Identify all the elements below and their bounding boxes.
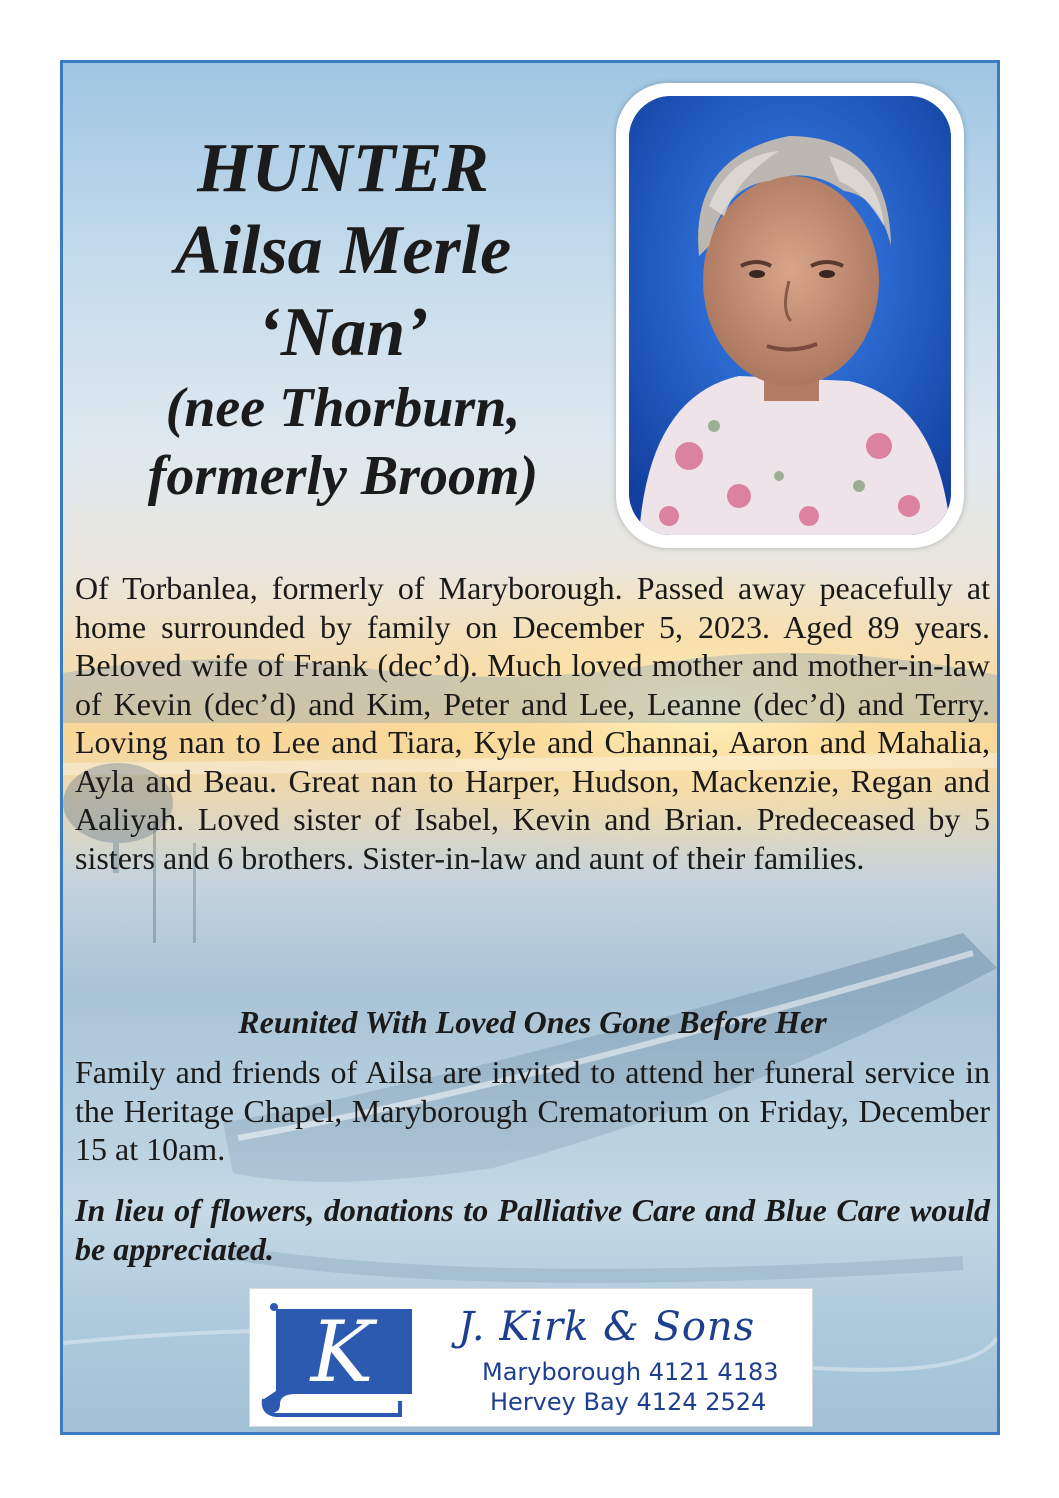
nickname: ‘Nan’ — [257, 294, 429, 371]
given-names: Ailsa Merle — [174, 212, 512, 289]
monogram-emblem — [250, 1289, 430, 1426]
portrait-frame — [616, 83, 964, 548]
former-name: formerly Broom) — [147, 445, 539, 507]
funeral-director-logo — [249, 1288, 813, 1427]
maiden-name: (nee Thorburn, — [165, 377, 521, 439]
donations-paragraph: In lieu of flowers, donations to Palliative Care and Blue Care would be appreciated. — [75, 1192, 990, 1267]
deceased-name-heading — [83, 128, 603, 510]
portrait-photo — [629, 96, 951, 535]
monogram-letter: K — [310, 1303, 374, 1401]
portrait-illustration — [629, 96, 951, 535]
surname: HUNTER — [197, 130, 489, 207]
notice-frame — [60, 60, 1000, 1435]
funeral-director-name: J. Kirk & Sons — [458, 1304, 756, 1350]
maryborough-phone: Maryborough 4121 4183 — [482, 1358, 779, 1386]
memorial-quote: Reunited With Loved Ones Gone Before Her — [238, 1004, 827, 1040]
death-notice-paragraph: Of Torbanlea, formerly of Maryborough. Passed away peacefully at home surrounded by family on December 5, 2023. Aged 89 years. Beloved wife of Frank (dec’d). Much loved mother and mother-in-law of Kevin (dec’d) and Kim, Peter and Lee, Leanne (dec’d) and Terry. Loving nan to Lee and Tiara, Kyle and Channai, Aaron and Mahalia, Ayla and Beau. Great nan to Harper, Hudson, Mackenzie, Regan and Aaliyah. Loved sister of Isabel, Kevin and Brian. Predeceased by 5 sisters and 6 brothers. Sister-in-law and aunt of their families. — [75, 570, 990, 876]
hervey-bay-phone: Hervey Bay 4124 2524 — [490, 1388, 767, 1416]
funeral-service-paragraph: Family and friends of Ailsa are invited to attend her funeral service in the Heritage Chapel, Maryborough Crematorium on Friday, December 15 at 10am. — [75, 1054, 990, 1167]
